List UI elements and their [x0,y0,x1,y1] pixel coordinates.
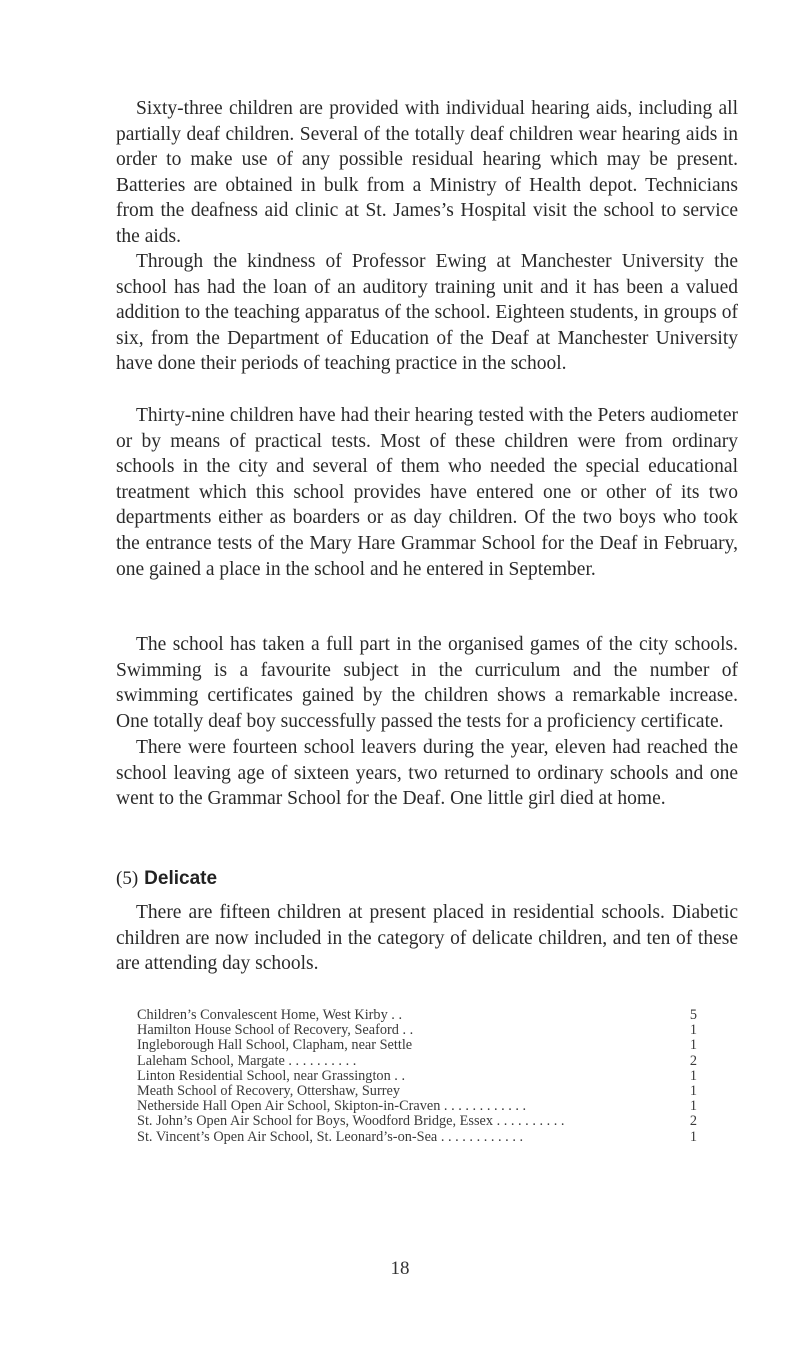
school-count: 2 [689,1113,697,1130]
school-count: 1 [689,1022,697,1039]
list-item [137,1038,697,1053]
section-number: (5) [116,868,139,889]
paragraph-hearing-tests: Thirty-nine children have had their hearing tested with the Peters audiometer or by means of practical tests. Most of these children were from ordinary schools in the city and several of them who needed the special educational treatment which this school provides have entered one or other of its two departments either as boarders or as day children. Of the two boys who took the entrance tests of the Mary Hare Grammar School for the Deaf in February, one gained a place in the school and he entered in September. [116,405,738,580]
school-name: St. John’s Open Air School for Boys, Woodford Bridge, Essex . . . . . . . . . . [137,1113,565,1130]
school-count: 1 [689,1067,697,1084]
list-item [137,1084,697,1099]
school-count: 5 [689,1007,697,1023]
list-item [137,1008,697,1023]
school-name: Children’s Convalescent Home, West Kirby . . [137,1007,403,1023]
list-item [137,1114,697,1129]
paragraph-hearing-aids: Sixty-three children are provided with individual hearing aids, including all partially deaf children. Several of the totally deaf children wear hearing aids in order to make use of any possible residual hearing which may be present. Batteries are obtained in bulk from a Ministry of Health depot. Technicians from the deafness aid clinic at St. James’s Hospital visit the school to service the aids. [116,98,738,247]
schools-list [137,1008,697,1145]
section-heading [116,868,217,890]
list-item [137,1069,697,1084]
school-count: 1 [689,1037,697,1054]
school-name: Laleham School, Margate . . . . . . . . . . [137,1052,357,1069]
list-item [137,1099,697,1114]
school-name: Hamilton House School of Recovery, Seaford . . [137,1022,414,1039]
list-item [137,1054,697,1069]
paragraph-delicate-intro: There are fifteen children at present placed in residential schools. Diabetic children are now included in the category of delicate children, and ten of these are attending day schools. [116,902,738,975]
section-title: Delicate [144,868,218,889]
page-number: 18 [390,1258,410,1279]
school-name: Netherside Hall Open Air School, Skipton-in-Craven . . . . . . . . . . . . [137,1098,527,1115]
paragraph-games-swimming: The school has taken a full part in the organised games of the city schools. Swimming is a favourite subject in the curriculum and the number of swimming certificates gained by the children shows a remarkable increase. One totally deaf boy successfully passed the tests for a proficiency certificate. [116,634,738,732]
school-name: St. Vincent’s Open Air School, St. Leonard’s-on-Sea . . . . . . . . . . . . [137,1128,524,1145]
paragraph-school-leavers: There were fourteen school leavers during the year, eleven had reached the school leaving age of sixteen years, two returned to ordinary schools and one went to the Grammar School for the Deaf. One little girl died at home. [116,737,738,810]
school-count: 2 [689,1052,697,1069]
school-name: Meath School of Recovery, Ottershaw, Surrey [137,1083,400,1100]
school-count: 1 [689,1083,697,1100]
school-count: 1 [689,1128,697,1145]
list-item [137,1023,697,1038]
school-name: Linton Residential School, near Grassington . . [137,1067,406,1084]
list-item [137,1130,697,1145]
paragraph-auditory-training: Through the kindness of Professor Ewing at Manchester University the school has had the loan of an auditory training unit and it has been a valued addition to the teaching apparatus of the school. Eighteen students, in groups of six, from the Department of Education of the Deaf at Manchester University have done their periods of teaching practice in the school. [116,251,738,375]
school-name: Ingleborough Hall School, Clapham, near Settle [137,1037,413,1054]
school-count: 1 [689,1098,697,1115]
